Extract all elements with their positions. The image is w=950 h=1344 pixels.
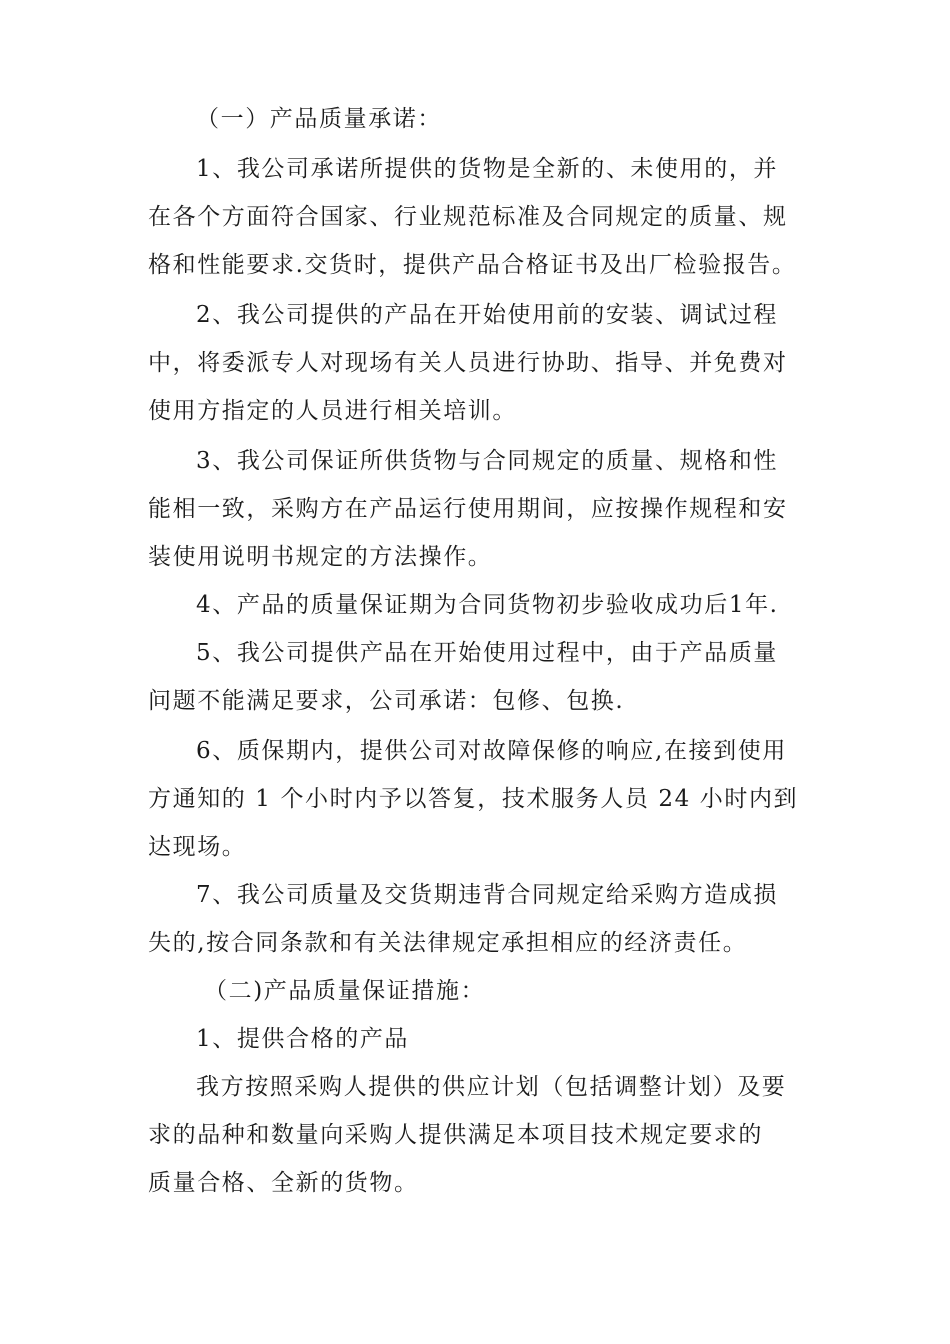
paragraph-line: 问题不能满足要求，公司承诺：包修、包换.: [148, 688, 625, 714]
paragraph-line: 2、我公司提供的产品在开始使用前的安装、调试过程: [196, 302, 779, 328]
paragraph-line: 求的品种和数量向采购人提供满足本项目技术规定要求的: [148, 1122, 763, 1148]
paragraph-line: 使用方指定的人员进行相关培训。: [148, 398, 517, 424]
paragraph-line: 质量合格、全新的货物。: [148, 1170, 419, 1196]
paragraph-line: 格和性能要求.交货时，提供产品合格证书及出厂检验报告。: [148, 252, 797, 278]
paragraph-line: 6、质保期内，提供公司对故障保修的响应,在接到使用: [196, 738, 787, 764]
paragraph-line: 7、我公司质量及交货期违背合同规定给采购方造成损: [196, 882, 779, 908]
paragraph-line: 1、我公司承诺所提供的货物是全新的、未使用的，并: [196, 156, 779, 182]
paragraph-line: 装使用说明书规定的方法操作。: [148, 544, 493, 570]
paragraph-line: 能相一致，采购方在产品运行使用期间，应按操作规程和安: [148, 496, 788, 522]
paragraph-line: 达现场。: [148, 834, 247, 860]
paragraph-line: 4、产品的质量保证期为合同货物初步验收成功后1年.: [196, 592, 779, 618]
paragraph-line: 在各个方面符合国家、行业规范标准及合同规定的质量、规: [148, 204, 788, 230]
paragraph-line: 中，将委派专人对现场有关人员进行协助、指导、并免费对: [148, 350, 788, 376]
subheading: 1、提供合格的产品: [196, 1026, 410, 1052]
paragraph-line: 失的,按合同条款和有关法律规定承担相应的经济责任。: [148, 930, 748, 956]
paragraph-line: 方通知的 1 个小时内予以答复，技术服务人员 24 小时内到: [148, 786, 799, 812]
paragraph-line: 我方按照采购人提供的供应计划（包括调整计划）及要: [196, 1074, 787, 1100]
paragraph-line: 5、我公司提供产品在开始使用过程中，由于产品质量: [196, 640, 779, 666]
section-heading-2: （二)产品质量保证措施：: [204, 978, 486, 1004]
section-heading-1: （一）产品质量承诺：: [196, 106, 442, 132]
paragraph-line: 3、我公司保证所供货物与合同规定的质量、规格和性: [196, 448, 779, 474]
